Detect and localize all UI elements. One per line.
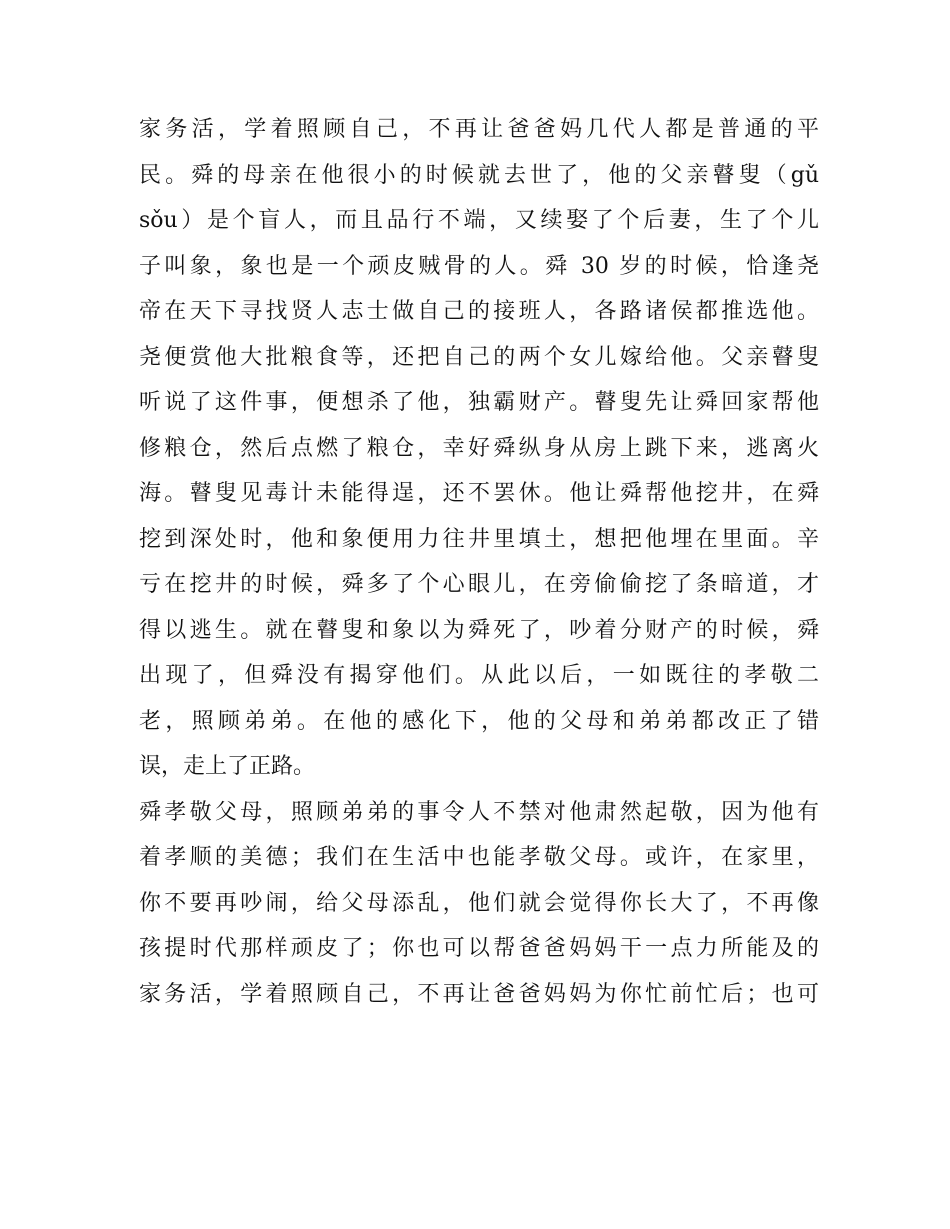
text-line: 家务活，学着照顾自己，不再让爸爸妈妈为你忙前忙后；也可 bbox=[139, 981, 819, 1007]
text-line: 家务活，学着照顾自己，不再让爸爸妈几代人都是普通的平 bbox=[139, 117, 819, 142]
text-line: 误，走上了正路。 bbox=[139, 754, 316, 779]
text-line: 帝在天下寻找贤人志士做自己的接班人，各路诸侯都推选他。 bbox=[139, 299, 819, 324]
text-line: 孩提时代那样顽皮了；你也可以帮爸爸妈妈干一点力所能及的 bbox=[139, 936, 819, 961]
text-line: 海。瞽叟见毒计未能得逞，还不罢休。他让舜帮他挖井，在舜 bbox=[139, 481, 819, 506]
text-line: 着孝顺的美德；我们在生活中也能孝敬父母。或许，在家里， bbox=[139, 845, 819, 870]
text-line: sǒu）是个盲人，而且品行不端，又续娶了个后妻，生了个儿 bbox=[139, 208, 819, 233]
text-line: 老，照顾弟弟。在他的感化下，他的父母和弟弟都改正了错 bbox=[139, 708, 819, 734]
text-line: 民。舜的母亲在他很小的时候就去世了，他的父亲瞽叟（gǔ bbox=[139, 162, 819, 188]
text-line: 得以逃生。就在瞽叟和象以为舜死了，吵着分财产的时候，舜 bbox=[139, 617, 819, 643]
text-line: 子叫象，象也是一个顽皮贼骨的人。舜 30 岁的时候，恰逢尧 bbox=[139, 253, 819, 279]
text-line: 尧便赏他大批粮食等，还把自己的两个女儿嫁给他。父亲瞽叟 bbox=[139, 344, 819, 370]
text-line: 你不要再吵闹，给父母添乱，他们就会觉得你长大了，不再像 bbox=[139, 890, 819, 916]
text-line: 舜孝敬父母，照顾弟弟的事令人不禁对他肃然起敬，因为他有 bbox=[139, 799, 819, 825]
text-line: 出现了，但舜没有揭穿他们。从此以后，一如既往的孝敬二 bbox=[139, 663, 819, 688]
text-line: 修粮仓，然后点燃了粮仓，幸好舜纵身从房上跳下来，逃离火 bbox=[139, 435, 819, 461]
text-line: 亏在挖井的时候，舜多了个心眼儿，在旁偷偷挖了条暗道，才 bbox=[139, 572, 819, 597]
body-text bbox=[139, 107, 819, 1017]
text-line: 听说了这件事，便想杀了他，独霸财产。瞽叟先让舜回家帮他 bbox=[139, 390, 819, 415]
text-line: 挖到深处时，他和象便用力往井里填土，想把他埋在里面。辛 bbox=[139, 526, 819, 552]
